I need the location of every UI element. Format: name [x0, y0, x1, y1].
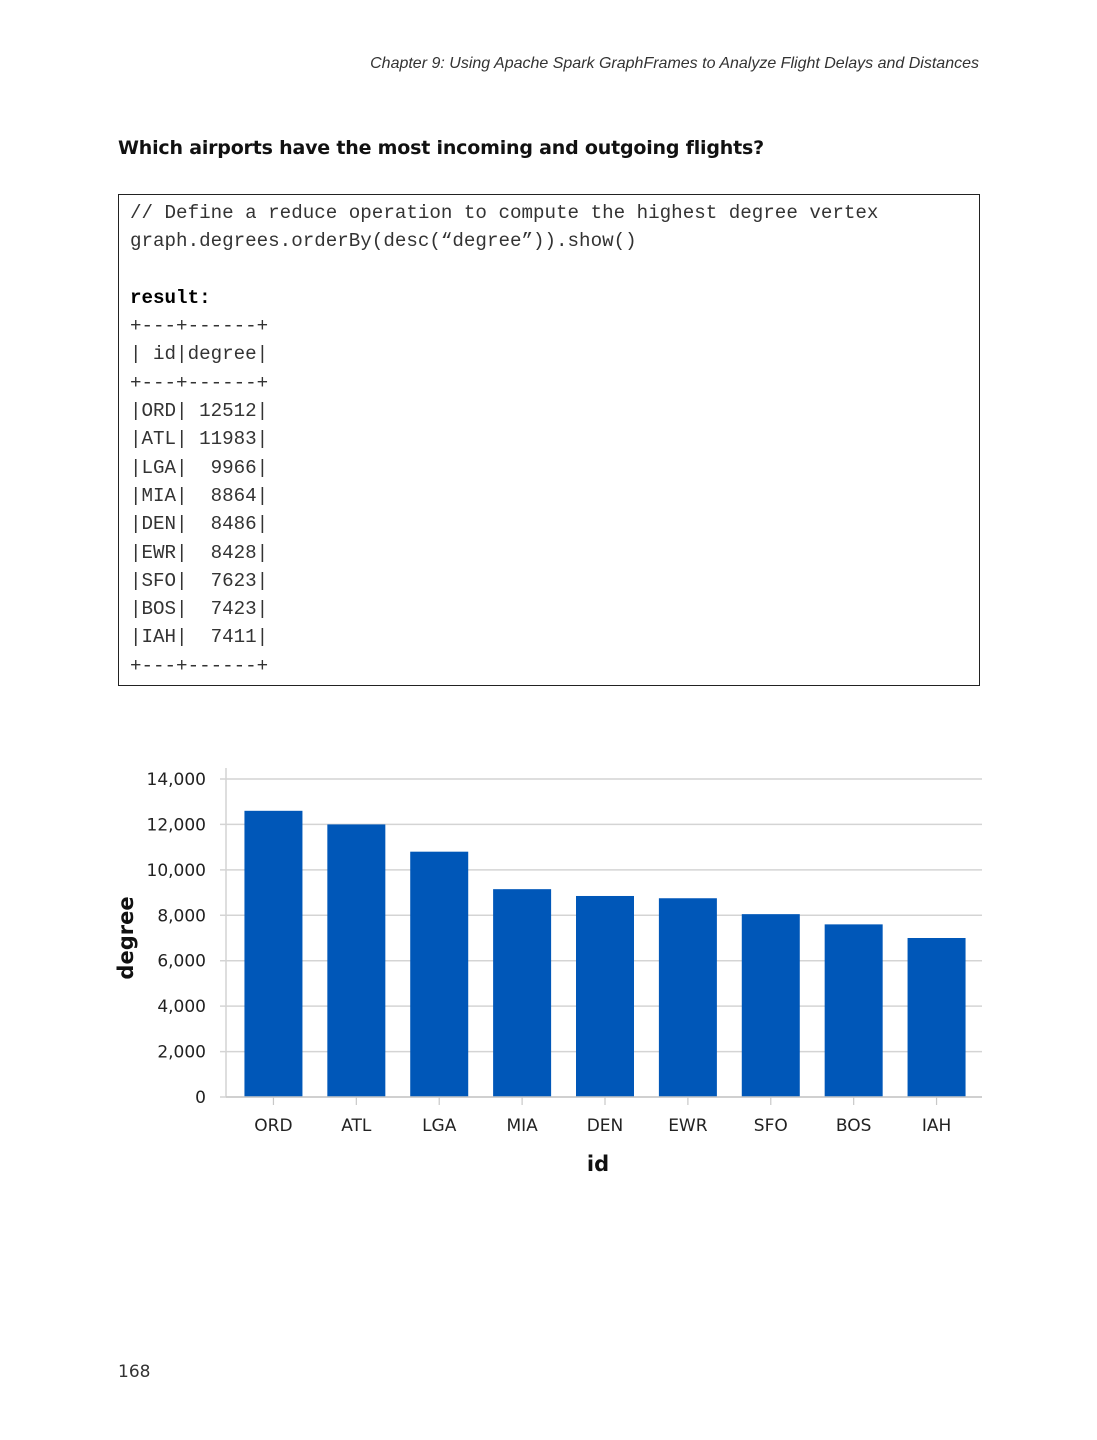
code-line: // Define a reduce operation to compute the highest degree vertex [130, 202, 879, 224]
y-tick-label: 10,000 [146, 860, 206, 881]
code-line: |IAH| 7411| [130, 626, 269, 649]
x-tick-label: LGA [422, 1116, 457, 1136]
x-tick-label: SFO [753, 1116, 788, 1136]
page-number: 168 [118, 1362, 151, 1382]
x-tick-label: BOS [835, 1116, 872, 1136]
y-tick-label: 8,000 [157, 906, 206, 927]
code-line [130, 256, 979, 284]
bar-ewr [659, 898, 717, 1097]
code-line: +---+------+ [130, 371, 269, 394]
code-line: |DEN| 8486| [130, 513, 269, 536]
y-tick-label: 2,000 [157, 1042, 206, 1063]
x-tick-label: EWR [668, 1116, 708, 1136]
y-tick-label: 0 [195, 1088, 206, 1108]
code-line: | id|degree| [130, 343, 269, 366]
code-line: |ATL| 11983| [130, 428, 269, 451]
code-block [118, 194, 980, 686]
y-tick-label: 12,000 [146, 815, 206, 836]
section-heading: Which airports have the most incoming and outgoing flights? [118, 137, 764, 159]
bar-chart [0, 740, 1097, 1200]
code-line: |EWR| 8428| [130, 541, 269, 564]
bar-den [576, 896, 634, 1097]
code-line: |SFO| 7623| [130, 569, 269, 592]
y-tick-label: 6,000 [157, 951, 206, 972]
bar-lga [410, 852, 468, 1097]
x-tick-label: IAH [921, 1116, 952, 1136]
bar-ord [244, 811, 302, 1097]
code-line: graph.degrees.orderBy(desc(“degree”)).show() [130, 230, 637, 253]
code-line: |BOS| 7423| [130, 598, 269, 621]
x-tick-label: ATL [341, 1116, 372, 1136]
x-tick-label: MIA [506, 1116, 538, 1136]
y-tick-label: 4,000 [157, 997, 206, 1018]
code-line: |MIA| 8864| [130, 484, 269, 507]
code-line: |ORD| 12512| [130, 400, 269, 423]
y-axis-title: degree [114, 896, 138, 980]
x-tick-label: DEN [586, 1116, 624, 1136]
x-axis-title: id [586, 1152, 610, 1176]
y-tick-label: 14,000 [146, 770, 206, 790]
bar-mia [493, 889, 551, 1097]
code-line: result: [130, 286, 211, 309]
bar-atl [327, 824, 385, 1097]
code-line: +---+------+ [130, 315, 269, 338]
code-line: +---+------+ [130, 654, 269, 677]
bar-iah [908, 938, 966, 1097]
bar-bos [825, 924, 883, 1097]
bar-chart-svg [0, 740, 1097, 1200]
code-line: |LGA| 9966| [130, 456, 269, 479]
running-head: Chapter 9: Using Apache Spark GraphFrames to Analyze Flight Delays and Distances [370, 55, 979, 72]
bar-sfo [742, 914, 800, 1097]
x-tick-label: ORD [254, 1116, 293, 1136]
